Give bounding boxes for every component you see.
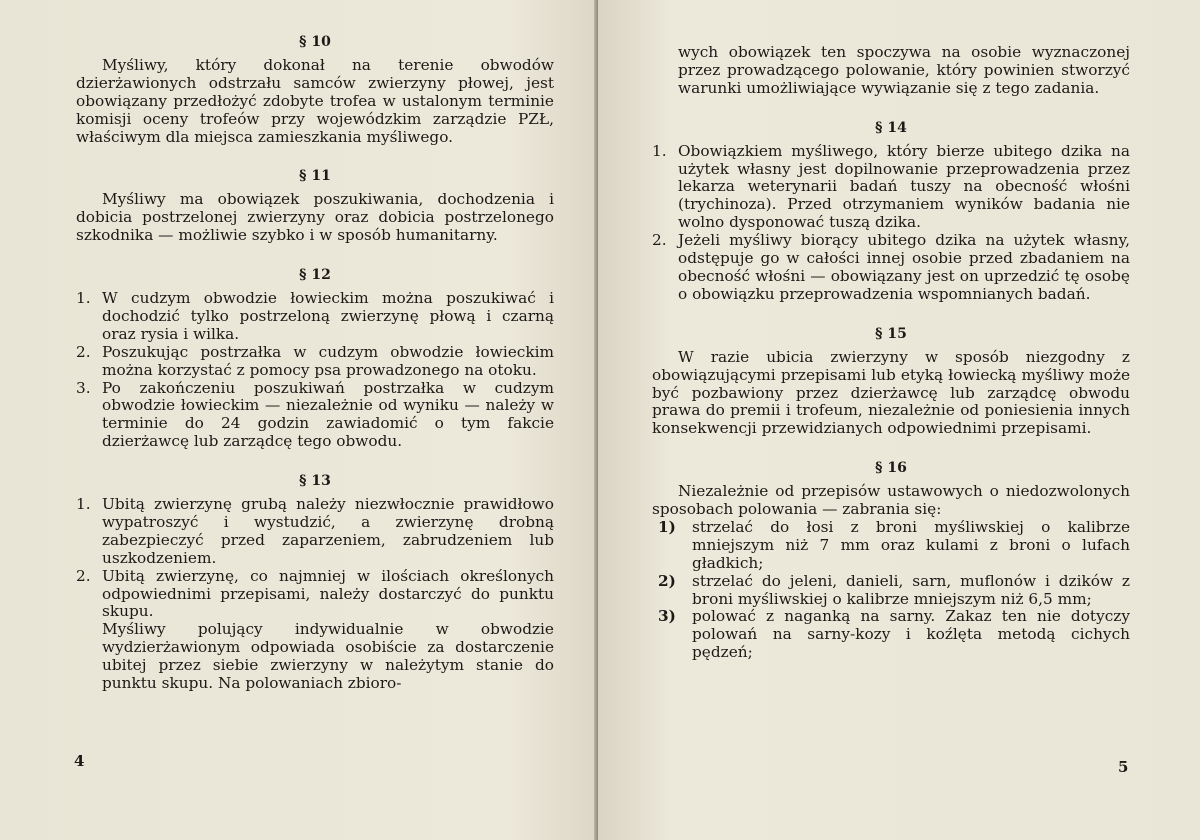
item-number: 2. xyxy=(76,566,91,585)
item-text: strzelać do łosi z broni myśliwskiej o kalibrze mniejszym niż 7 mm oraz kulami z broni o lufach gładkich; xyxy=(692,517,1130,572)
section-13-tail-text: Myśliwy polujący indywidualnie w obwodzie wydzierżawionym odpowiada osobiście za dostarczenie ubitej przez siebie zwierzyny w należytym stanie do punktu skupu. Na polowaniach zbioro- xyxy=(102,620,554,693)
item-text: Ubitą zwierzynę grubą należy niezwłocznie prawidłowo wypatroszyć i wystudzić, a zwierzynę drobną zabezpieczyć przed zaparzeniem, zabrudzeniem lub uszkodzeniem. xyxy=(102,495,554,567)
item-text: polować z naganką na sarny. Zakaz ten nie dotyczy polowań na sarny-kozy i koźlęta metodą cichych pędzeń; xyxy=(692,607,1130,662)
item-text: Ubitą zwierzynę, co najmniej w ilościach określonych odpowiednimi przepisami, należy dostarczyć do punktu skupu. xyxy=(102,566,554,621)
item-number: 2. xyxy=(76,342,91,361)
section-12-item xyxy=(76,290,554,344)
section-14-heading: § 14 xyxy=(875,119,907,136)
right-column xyxy=(652,44,1130,662)
section-13-heading: § 13 xyxy=(299,473,331,490)
page-number-right: 5 xyxy=(1118,758,1129,776)
section-14-item xyxy=(652,143,1130,233)
section-10-heading: § 10 xyxy=(299,34,331,50)
left-page xyxy=(0,0,598,840)
section-12-heading: § 12 xyxy=(299,267,331,284)
section-15-text: W razie ubicia zwierzyny w sposób niezgodny z obowiązującymi przepisami lub etyką łowiecką myśliwy może być pozbawiony przez dzierżawcę lub zarządcę obwodu prawa do premii i trofeum, niezależnie od poniesienia innych konsekwencji przewidzianych odpowiednimi przepisami. xyxy=(652,347,1130,438)
item-number: 2) xyxy=(658,571,676,590)
continuation-text: wych obowiązek ten spoczywa na osobie wyznaczonej przez prowadzącego polowanie, który powinien stworzyć warunki umożliwiające wywiązanie się z tego zadania. xyxy=(678,43,1130,97)
section-16-intro: Niezależnie od przepisów ustawowych o niedozwolonych sposobach polowania — zabrania się: xyxy=(652,482,1130,519)
section-14-item xyxy=(652,232,1130,304)
item-text: strzelać do jeleni, danieli, sarn, muflonów i dzików z broni myśliwskiej o kalibrze mniejszym niż 6,5 mm; xyxy=(692,571,1130,608)
item-number: 1) xyxy=(658,517,676,536)
section-12-item xyxy=(76,380,554,452)
section-15-heading: § 15 xyxy=(875,325,907,342)
section-11-heading: § 11 xyxy=(299,168,331,185)
item-number: 3) xyxy=(658,607,676,626)
item-number: 1. xyxy=(76,495,91,514)
item-text: Obowiązkiem myśliwego, który bierze ubitego dzika na użytek własny jest dopilnowanie przeprowadzenia przez lekarza weterynarii badań tuszy na obecność włośni (trychinoza). Przed otrzymaniem wyników badania nie wolno dysponować tuszą dzika. xyxy=(678,141,1130,232)
section-10-text: Myśliwy, który dokonał na terenie obwodów dzierżawionych odstrzału samców zwierzyny płowej, jest obowiązany przedłożyć zdobyte trofea w ustalonym terminie komisji oceny trofeów przy wojewódzkim zarządzie PZŁ, właściwym dla miejsca zamieszkania myśliwego. xyxy=(76,55,554,146)
item-number: 1. xyxy=(652,141,667,160)
section-12-item xyxy=(76,344,554,380)
section-13-item xyxy=(76,496,554,568)
section-16-item xyxy=(652,519,1130,573)
item-number: 2. xyxy=(652,231,667,250)
section-16-item xyxy=(652,608,1130,662)
item-number: 1. xyxy=(76,288,91,307)
left-column xyxy=(76,34,554,693)
right-page xyxy=(598,0,1200,840)
item-text: Po zakończeniu poszukiwań postrzałka w cudzym obwodzie łowieckim — niezależnie od wyniku — należy w terminie do 24 godzin zawiadomić o tym fakcie dzierżawcę lub zarządcę tego obwodu. xyxy=(102,378,554,451)
section-16-item xyxy=(652,573,1130,609)
section-13-item xyxy=(76,568,554,622)
item-text: Poszukując postrzałka w cudzym obwodzie łowieckim można korzystać z pomocy psa prowadzonego na otoku. xyxy=(102,342,554,379)
section-16-heading: § 16 xyxy=(875,460,907,477)
page-number-left: 4 xyxy=(74,752,85,770)
section-11-text: Myśliwy ma obowiązek poszukiwania, dochodzenia i dobicia postrzelonej zwierzyny oraz dobicia postrzelonego szkodnika — możliwie szybko i w sposób humanitarny. xyxy=(76,190,554,245)
item-text: Jeżeli myśliwy biorący ubitego dzika na użytek własny, odstępuje go w całości innej osobie przed zbadaniem na obecność włośni — obowiązany jest on uprzedzić tę osobę o obowiązku przeprowadzenia wspomnianych badań. xyxy=(678,231,1130,303)
item-number: 3. xyxy=(76,378,91,397)
item-text: W cudzym obwodzie łowieckim można poszukiwać i dochodzić tylko postrzeloną zwierzynę płową i czarną oraz rysia i wilka. xyxy=(102,288,554,343)
